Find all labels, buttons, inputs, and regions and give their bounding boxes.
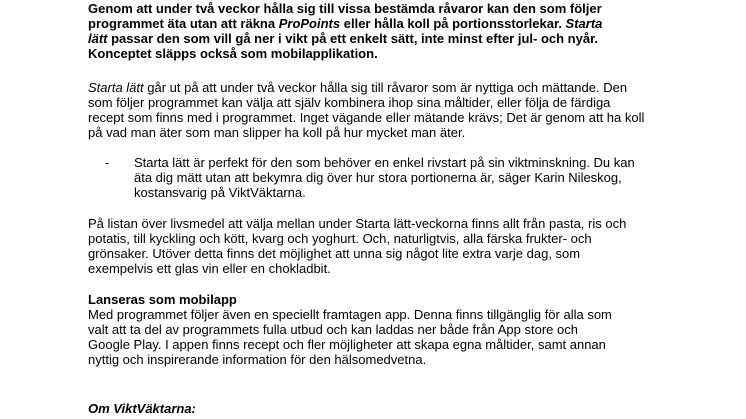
quote-line-3: kostansvarig på ViktVäktarna. xyxy=(134,185,306,200)
intro-line-4: på vad man äter som man slipper ha koll på hur mycket man äter. xyxy=(88,125,466,140)
lead-line-4: Konceptet släpps också som mobilapplikation. xyxy=(88,46,378,61)
quote-line-1: Starta lätt är perfekt för den som behöver en enkel rivstart på sin viktminskning. Du kan xyxy=(134,155,635,170)
food-list-paragraph xyxy=(88,216,738,276)
food-line-1: På listan över livsmedel att välja mellan under Starta lätt-veckorna finns allt från pasta, ris och xyxy=(88,216,627,231)
food-line-3: grönsaker. Utöver detta finns det möjlighet att unna sig något lite extra varje dag, som xyxy=(88,246,581,261)
section-heading: Lanseras som mobilapp xyxy=(88,292,237,307)
lead-paragraph xyxy=(88,1,738,61)
app-paragraph xyxy=(88,307,738,367)
intro-line-3: recept som finns med i programmet. Inget vägande eller mätande krävs; Det är genom att ha koll xyxy=(88,110,645,125)
intro-line-2: som följer programmet kan välja att själv kombinera ihop sina måltider, eller följa de färdiga xyxy=(88,95,611,110)
lead-line-2: programmet äta utan att räkna ProPoints eller hålla koll på portionsstorlekar. Starta xyxy=(88,16,603,31)
about-heading: Om ViktVäktarna: xyxy=(88,401,196,416)
intro-line-1: Starta lätt går ut på att under två veckor hålla sig till råvaror som är nyttiga och mättande. Den xyxy=(88,80,628,95)
app-line-3: Google Play. I appen finns recept och fler möjligheter att skapa egna måltider, samt annan xyxy=(88,337,606,352)
intro-paragraph xyxy=(88,80,738,140)
food-line-2: potatis, till kyckling och kött, kvarg och yoghurt. Och, naturligtvis, alla färska frukter- och xyxy=(88,231,592,246)
quote-text xyxy=(134,155,694,200)
app-line-4: nyttig och inspirerande information för den hälsomedvetna. xyxy=(88,352,427,367)
app-line-1: Med programmet följer även en speciellt framtagen app. Denna finns tillgänglig för alla som xyxy=(88,307,612,322)
quote-line-2: äta dig mätt utan att bekymra dig över hur stora portionerna är, säger Karin Nileskog, xyxy=(134,170,622,185)
food-line-4: exempelvis ett glas vin eller en chokladbit. xyxy=(88,261,331,276)
lead-line-3: lätt passar den som vill gå ner i vikt på ett enkelt sätt, inte minst efter jul- och nyår. xyxy=(88,31,599,46)
bullet-marker: - xyxy=(105,155,110,170)
app-line-2: valt att ta del av programmets fulla utbud och kan laddas ner både från App store och xyxy=(88,322,578,337)
lead-line-1: Genom att under två veckor hålla sig till vissa bestämda råvaror kan den som följer xyxy=(88,1,602,16)
